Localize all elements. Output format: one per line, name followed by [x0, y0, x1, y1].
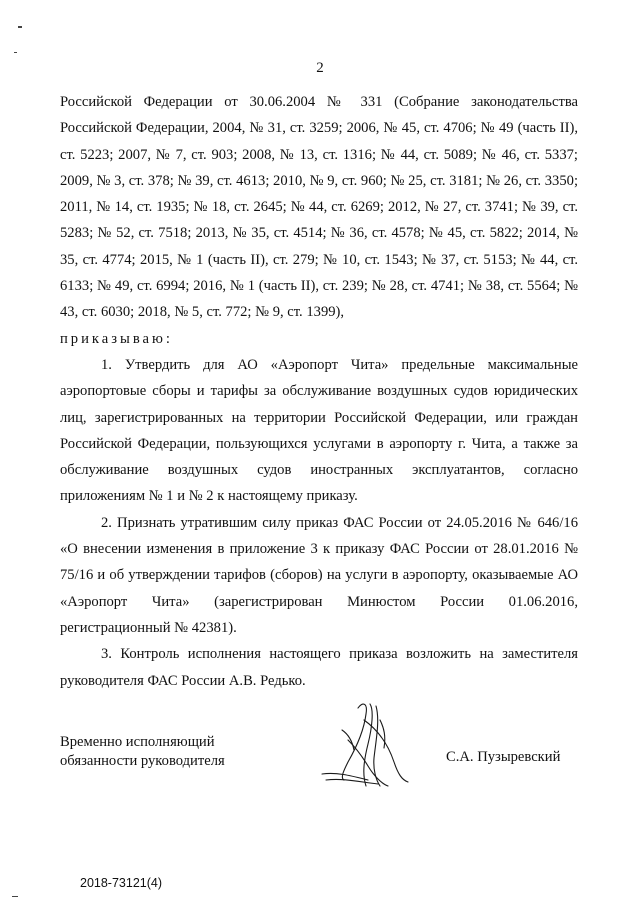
- scan-mark: [12, 896, 18, 897]
- signatory-position-line2: обязанности руководителя: [60, 753, 225, 769]
- handwritten-signature: [318, 700, 418, 792]
- order-item-3: 3. Контроль исполнения настоящего приказа возложить на заместителя руководителя ФАС России А.В. Редько.: [60, 646, 578, 689]
- document-body: [60, 89, 578, 694]
- signatory-position-line1: Временно исполняющий: [60, 734, 215, 750]
- order-word: приказываю:: [60, 330, 173, 347]
- intro-paragraph: Российской Федерации от 30.06.2004 № 331 (Собрание законодательства Российской Федерации, 2004, № 31, ст. 3259; 2006, № 45, ст. 4706; № 49 (часть II), ст. 5223; 2007, № 7, ст. 903; 2008, № 13, ст. 1316; № 44, ст. 5089; № 46, ст. 5337; 2009, № 3, ст. 378; № 39, ст. 4613; 2010, № 9, ст. 960; № 25, ст. 3181; № 26, ст. 3350; 2011, № 14, ст. 1935; № 18, ст. 2645; № 44, ст. 6269; 2012, № 27, ст. 3741; № 39, ст. 5283; № 52, ст. 7518; 2013, № 35, ст. 4514; № 36, ст. 4578; № 45, ст. 5822; 2014, № 35, ст. 4774; 2015, № 1 (часть II), ст. 279; № 10, ст. 1543; № 37, ст. 5153; № 44, ст. 6133; № 49, ст. 6994; 2016, № 1 (часть II), ст. 239; № 28, ст. 4741; № 38, ст. 5564; № 43, ст. 6030; 2018, № 5, ст. 772; № 9, ст. 1399),: [60, 94, 578, 321]
- document-code: 2018-73121(4): [80, 876, 163, 890]
- scan-mark: [18, 26, 22, 28]
- order-item-1: 1. Утвердить для АО «Аэропорт Чита» предельные максимальные аэропортовые сборы и тарифы за обслуживание воздушных судов юридических лиц, зарегистрированных на территории Российской Федерации, или граждан Российской Федерации, пользующихся услугами в аэропорту г. Чита, а также за обслуживание воздушных судов иностранных эксплуатантов, согласно приложениям № 1 и № 2 к настоящему приказу.: [60, 356, 578, 505]
- signatory-name: С.А. Пузыревский: [446, 749, 561, 765]
- scan-mark: [14, 52, 17, 53]
- page-number: 2: [316, 60, 324, 76]
- order-item-2: 2. Признать утратившим силу приказ ФАС России от 24.05.2016 № 646/16 «О внесении изменения в приложение 3 к приказу ФАС России от 28.01.2016 № 75/16 и об утверждении тарифов (сборов) на услуги в аэропорту, оказываемые АО «Аэропорт Чита» (зарегистрирован Минюстом России 01.06.2016, регистрационный № 42381).: [60, 514, 578, 636]
- signatory-position: [60, 733, 225, 771]
